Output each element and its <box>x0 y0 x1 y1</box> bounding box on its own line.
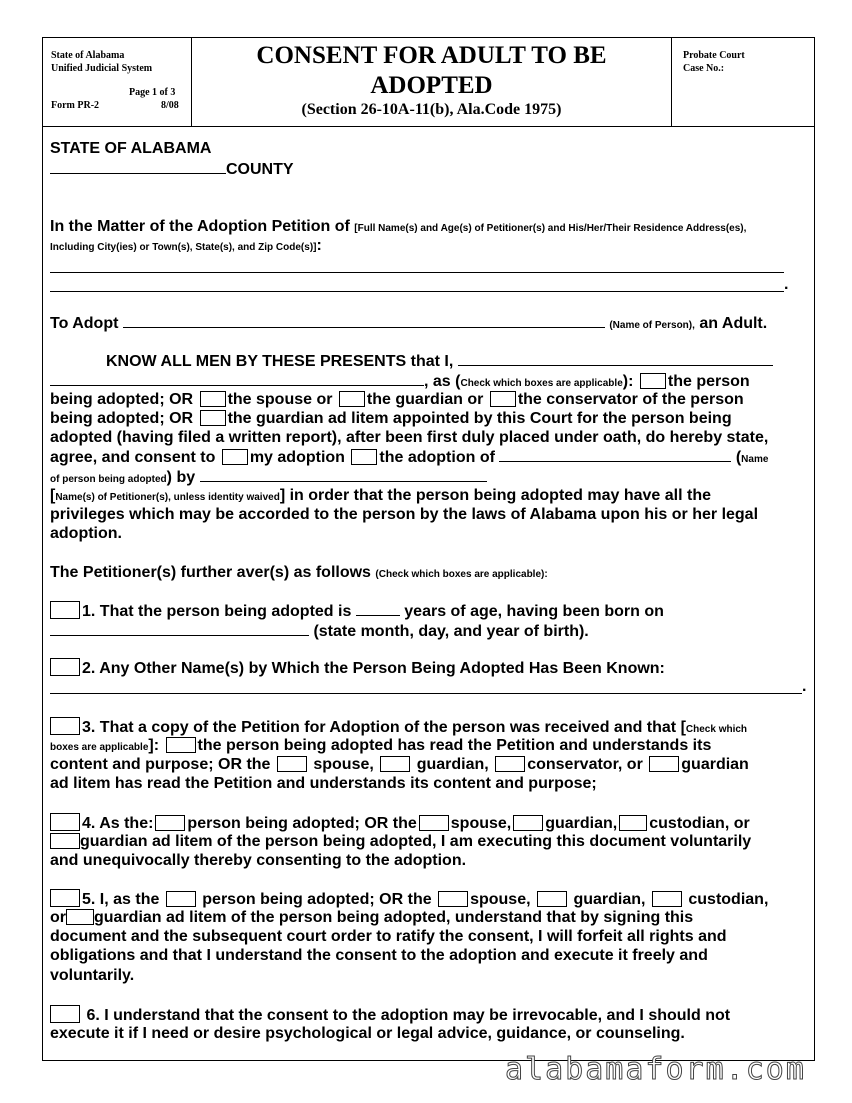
option-adoption-of-label: the adoption of <box>379 449 495 466</box>
matter-note-2: Including City(ies) or Town(s), State(s), and Zip Code(s)] <box>50 242 317 253</box>
county-label: COUNTY <box>226 161 294 178</box>
checkbox-item-3-spouse[interactable] <box>277 756 307 772</box>
matter-lead: In the Matter of the Adoption Petition of <box>50 218 355 235</box>
checkbox-conservator[interactable] <box>490 391 516 407</box>
checkbox-item-2[interactable] <box>50 658 80 676</box>
age-field[interactable] <box>356 601 400 616</box>
item-3-line-3 <box>50 755 749 774</box>
consent-intro: KNOW ALL MEN BY THESE PRESENTS that I, <box>106 353 454 370</box>
petitioners-note: Name(s) of Petitioner(s), unless identity waived <box>55 492 280 503</box>
matter-lead-row <box>50 217 746 238</box>
to-adopt-lead: To Adopt <box>50 315 119 332</box>
consenter-name-field[interactable] <box>458 351 773 366</box>
checkbox-item-5-spouse[interactable] <box>438 891 468 907</box>
checkbox-item-5-person[interactable] <box>166 891 196 907</box>
item-5-guardian: guardian, <box>573 891 646 908</box>
page-number: Page 1 of 3 <box>129 87 176 98</box>
state-label: State of Alabama <box>51 50 125 61</box>
item-1-text: 1. That the person being adopted is <box>82 603 352 620</box>
person-note: of person being adopted <box>50 474 167 485</box>
checkbox-item-5-custodian[interactable] <box>652 891 682 907</box>
court-label: Probate Court <box>683 50 745 61</box>
checkbox-item-4[interactable] <box>50 813 80 831</box>
option-my-adoption-label: my adoption <box>249 449 345 466</box>
page-title-line2: ADOPTED <box>370 72 493 99</box>
item-3-text: 3. That a copy of the Petition for Adoption of the person was received and that [ <box>82 719 686 736</box>
item-3-line-4: ad litem has read the Petition and understands its content and purpose; <box>50 775 597 792</box>
checkbox-item-4-guardian[interactable] <box>513 815 543 831</box>
consent-line-6 <box>50 447 768 469</box>
checkbox-item-3-gal[interactable] <box>649 756 679 772</box>
to-adopt-note: (Name of Person), <box>609 320 695 331</box>
item-4-spouse: spouse, <box>450 815 512 832</box>
item-4-text-f: guardian ad litem of the person being adopted, I am executing this document voluntarily <box>80 833 752 850</box>
consent-text: being adopted; OR <box>50 391 194 408</box>
header-right-cell <box>671 38 815 126</box>
consent-line-5: adopted (having filed a written report), after been first duly placed under oath, do hereby state, <box>50 429 769 446</box>
header-title-cell <box>192 38 671 126</box>
form-date: 8/08 <box>161 100 179 111</box>
consent-line-8 <box>50 486 711 507</box>
checkbox-item-3-conservator[interactable] <box>495 756 525 772</box>
petitioner-line-1[interactable] <box>50 272 784 273</box>
county-field[interactable] <box>50 159 226 174</box>
further-note: (Check which boxes are applicable): <box>375 569 548 580</box>
checkbox-item-4-person[interactable] <box>155 815 185 831</box>
paren: ( <box>735 449 742 466</box>
checkbox-item-3[interactable] <box>50 717 80 735</box>
statute-citation: (Section 26-10A-11(b), Ala.Code 1975) <box>301 101 562 118</box>
consent-by: ) by <box>166 469 196 486</box>
checkbox-guardian-ad-litem[interactable] <box>200 410 226 426</box>
option-person-label: the person <box>667 373 750 390</box>
item-3-spouse: spouse, <box>313 756 374 773</box>
item-5-text-g: guardian ad litem of the person being adopted, understand that by signing this <box>94 909 694 926</box>
consent-line-3 <box>50 390 744 409</box>
form-number: Form PR-2 <box>51 100 100 111</box>
matter-colon: : <box>316 237 322 254</box>
item-3-gal: guardian <box>681 756 749 773</box>
checkbox-item-3-guardian[interactable] <box>380 756 410 772</box>
option-conservator-label: the conservator of the person <box>517 391 744 408</box>
item-1-text-b: years of age, having been born on <box>404 603 664 620</box>
item-2-text: 2. Any Other Name(s) by Which the Person Being Adopted Has Been Known: <box>82 660 665 677</box>
item-3-guardian: guardian, <box>416 756 489 773</box>
option-spouse-label: the spouse or <box>227 391 333 408</box>
consent-as: , as ( <box>424 373 461 390</box>
item-3-bracket: ]: <box>148 737 160 754</box>
item-6-text: 6. I understand that the consent to the adoption may be irrevocable, and I should not <box>86 1007 731 1024</box>
consent-colon: ): <box>622 373 634 390</box>
case-number-label: Case No.: <box>683 63 725 74</box>
item-5-line-4: obligations and that I understand the consent to the adoption and execute it freely and <box>50 947 708 964</box>
item-5-line-1 <box>50 889 768 909</box>
adoptee-name-field-2[interactable] <box>499 447 731 462</box>
venue-state: STATE OF ALABAMA <box>50 140 212 157</box>
checkbox-item-5-gal[interactable] <box>66 909 94 925</box>
item-4-line-2 <box>50 832 751 851</box>
checkbox-person-adopted[interactable] <box>640 373 666 389</box>
item-3-conservator: conservator, or <box>527 756 643 773</box>
item-4-line-3: and unequivocally thereby consenting to the adoption. <box>50 852 467 869</box>
consent-line-10: adoption. <box>50 525 122 542</box>
item-4-text-b: person being adopted; OR the <box>187 815 417 832</box>
venue-county-row <box>50 159 294 179</box>
item-1-text-c: (state month, day, and year of birth). <box>313 623 589 640</box>
item-4-line-1 <box>50 813 750 833</box>
checkbox-item-1[interactable] <box>50 601 80 619</box>
to-adopt-tail: an Adult. <box>699 315 768 332</box>
further-aver-row <box>50 563 548 584</box>
page-title: CONSENT FOR ADULT TO BE <box>256 42 607 69</box>
further-lead: The Petitioner(s) further aver(s) as follows <box>50 564 371 581</box>
item-4-custodian: custodian, or <box>649 815 750 832</box>
petitioner-line-2[interactable] <box>50 291 784 292</box>
form-header <box>43 38 814 127</box>
item-5-custodian: custodian, <box>688 891 769 908</box>
consent-line-1 <box>106 351 773 371</box>
option-guardian-label: the guardian or <box>366 391 484 408</box>
item-5-line-2 <box>50 908 693 927</box>
item-6-line-1 <box>50 1005 730 1025</box>
header-left-cell <box>43 38 192 126</box>
consenter-name-field-2[interactable] <box>50 371 424 386</box>
item-5-text: 5. I, as the <box>82 891 160 908</box>
checkbox-item-6[interactable] <box>50 1005 80 1023</box>
item-5-or: or <box>50 909 66 926</box>
item-3-text-d: content and purpose; OR the <box>50 756 271 773</box>
item-3-note-2: boxes are applicable <box>50 742 149 753</box>
birth-date-field[interactable] <box>50 621 309 636</box>
checkbox-spouse[interactable] <box>200 391 226 407</box>
checkbox-my-adoption[interactable] <box>222 449 248 465</box>
option-gal-label: the guardian ad litem appointed by this Court for the person being <box>227 410 732 427</box>
checkbox-item-4-custodian[interactable] <box>619 815 647 831</box>
item-6-line-2: execute it if I need or desire psychological or legal advice, guidance, or counseling. <box>50 1025 685 1042</box>
checkbox-item-5-guardian[interactable] <box>537 891 567 907</box>
bracket: [ <box>50 487 56 504</box>
item-1-line-1 <box>50 601 664 621</box>
item-5-line-3: document and the subsequent court order to ratify the consent, I will forfeit all rights and <box>50 928 727 945</box>
item-5-spouse: spouse, <box>470 891 531 908</box>
consent-check-note: Check which boxes are applicable <box>460 378 623 389</box>
checkbox-item-4-gal[interactable] <box>50 833 80 849</box>
system-label: Unified Judicial System <box>51 63 153 74</box>
checkbox-guardian[interactable] <box>339 391 365 407</box>
checkbox-adoption-of[interactable] <box>351 449 377 465</box>
consent-text: agree, and consent to <box>50 449 216 466</box>
item-4-text: 4. As the: <box>82 815 154 832</box>
item-5-text-b: person being adopted; OR the <box>202 891 432 908</box>
item-2-line <box>50 658 665 678</box>
checkbox-item-3-person[interactable] <box>166 737 196 753</box>
item-1-line-2 <box>50 621 589 641</box>
name-note: Name <box>741 454 769 465</box>
other-names-field[interactable] <box>50 693 802 694</box>
checkbox-item-4-spouse[interactable] <box>419 815 449 831</box>
consent-line-9: privileges which may be accorded to the person by the laws of Alabama upon his or her legal <box>50 506 759 523</box>
matter-note-row <box>50 236 322 257</box>
item-4-guardian: guardian, <box>545 815 618 832</box>
consent-text: being adopted; OR <box>50 410 194 427</box>
item-5-line-5: voluntarily. <box>50 967 135 984</box>
item-3-note: Check which <box>685 724 748 735</box>
matter-note-1: [Full Name(s) and Age(s) of Petitioner(s) and His/Her/Their Residence Address(es), <box>354 223 747 234</box>
item-3-text-c: the person being adopted has read the Petition and understands its <box>197 737 712 754</box>
petitioners-name-field[interactable] <box>200 467 487 482</box>
item-3-line-2 <box>50 736 711 757</box>
consent-text: ] in order that the person being adopted may have all the <box>279 487 712 504</box>
site-watermark: alabamaform.com <box>505 1052 806 1087</box>
adoptee-name-field[interactable] <box>123 313 605 328</box>
checkbox-item-5[interactable] <box>50 889 80 907</box>
consent-line-4 <box>50 409 732 428</box>
to-adopt-row <box>50 313 767 335</box>
